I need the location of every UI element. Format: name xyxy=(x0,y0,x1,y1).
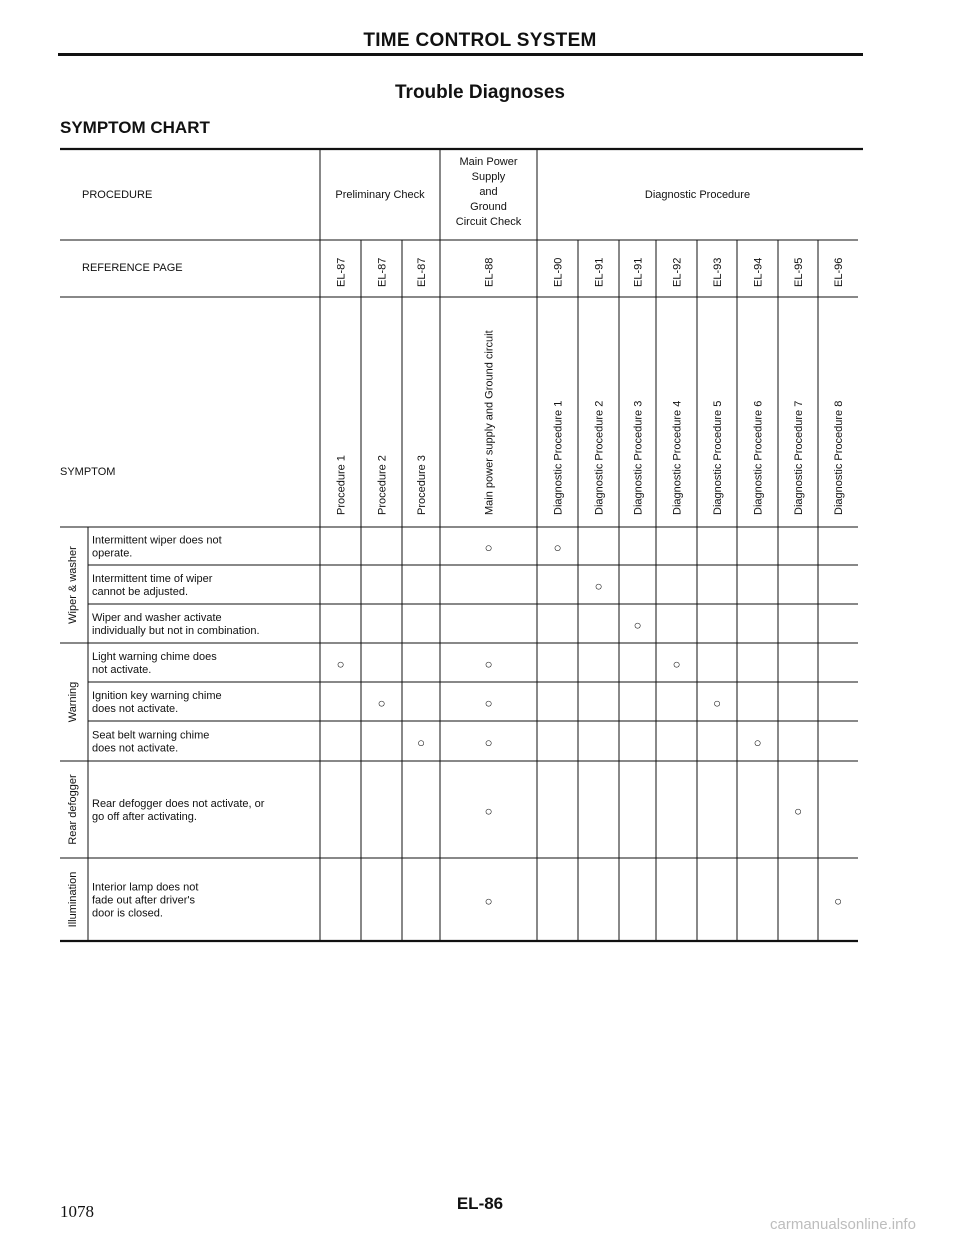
reference-page-12: EL-96 xyxy=(833,257,845,287)
symptom-description: door is closed. xyxy=(92,907,163,920)
procedure-column-8: Diagnostic Procedure 4 xyxy=(671,400,684,515)
procedure-column-2: Procedure 2 xyxy=(376,455,389,515)
applicable-check-mark: ○ xyxy=(753,735,762,750)
reference-page-3: EL-87 xyxy=(416,257,428,287)
procedure-column-3: Procedure 3 xyxy=(416,455,428,515)
applicable-check-mark: ○ xyxy=(834,893,842,909)
reference-page-11: EL-95 xyxy=(793,257,805,287)
symptom-description: Intermittent wiper does not xyxy=(92,534,222,547)
applicable-check-mark: ○ xyxy=(417,735,425,750)
procedure-column-6: Diagnostic Procedure 2 xyxy=(593,400,606,515)
symptom-description: operate. xyxy=(92,547,133,560)
applicable-check-mark: ○ xyxy=(484,803,493,819)
symptom-description: fade out after driver's xyxy=(92,894,195,907)
main-power-header-line: Main Power xyxy=(459,156,518,168)
applicable-check-mark: ○ xyxy=(633,617,642,633)
procedure-column-12: Diagnostic Procedure 8 xyxy=(833,400,845,515)
procedure-column-5: Diagnostic Procedure 1 xyxy=(552,400,565,515)
reference-page-4: EL-88 xyxy=(483,257,496,287)
symptom-description: Intermittent time of wiper xyxy=(92,573,213,585)
section-title: Trouble Diagnoses xyxy=(395,82,565,103)
main-power-header-line: and xyxy=(479,186,498,198)
symptom-description: not activate. xyxy=(92,664,152,676)
applicable-check-mark: ○ xyxy=(484,735,493,750)
reference-page-7: EL-91 xyxy=(632,257,645,287)
reference-page-9: EL-93 xyxy=(712,257,724,287)
symptom-description: Ignition key warning chime xyxy=(92,690,222,702)
procedure-column-10: Diagnostic Procedure 6 xyxy=(752,400,765,515)
applicable-check-mark: ○ xyxy=(713,695,721,711)
symptom-description: go off after activating. xyxy=(92,811,197,823)
applicable-check-mark: ○ xyxy=(484,540,493,555)
reference-page-label: REFERENCE PAGE xyxy=(82,262,183,274)
reference-page-1: EL-87 xyxy=(335,257,348,287)
page-number: 1078 xyxy=(60,1202,94,1221)
watermark: carmanualsonline.info xyxy=(770,1216,916,1233)
applicable-check-mark: ○ xyxy=(672,656,681,672)
page-header-title: TIME CONTROL SYSTEM xyxy=(363,30,597,51)
procedure-column-1: Procedure 1 xyxy=(335,455,348,515)
applicable-check-mark: ○ xyxy=(484,656,493,672)
reference-page-10: EL-94 xyxy=(752,257,765,287)
procedure-label: PROCEDURE xyxy=(82,189,153,201)
applicable-check-mark: ○ xyxy=(594,578,603,594)
symptom-description: Interior lamp does not xyxy=(92,881,199,894)
reference-page-6: EL-91 xyxy=(593,257,606,287)
symptom-description: Seat belt warning chime xyxy=(92,729,210,742)
main-power-header-line: Supply xyxy=(471,171,506,183)
diagnostic-procedure-header: Diagnostic Procedure xyxy=(644,189,751,201)
symptom-description: Wiper and washer activate xyxy=(92,612,222,624)
symptom-description: cannot be adjusted. xyxy=(92,586,189,598)
procedure-column-11: Diagnostic Procedure 7 xyxy=(793,400,805,515)
table-text xyxy=(60,156,845,927)
symptom-group-label: Warning xyxy=(67,681,79,723)
symptom-group-label: Rear defogger xyxy=(67,774,79,845)
applicable-check-mark: ○ xyxy=(377,695,386,711)
page-code: EL-86 xyxy=(456,1194,504,1213)
procedure-column-9: Diagnostic Procedure 5 xyxy=(712,400,724,515)
applicable-check-mark: ○ xyxy=(484,695,493,711)
symptom-description: does not activate. xyxy=(92,703,179,715)
procedure-column-7: Diagnostic Procedure 3 xyxy=(632,400,645,515)
symptom-description: individually but not in combination. xyxy=(92,625,260,637)
preliminary-check-header: Preliminary Check xyxy=(335,189,425,201)
applicable-check-mark: ○ xyxy=(553,540,562,555)
chart-title: SYMPTOM CHART xyxy=(60,118,210,137)
symptom-description: Rear defogger does not activate, or xyxy=(92,798,265,810)
reference-page-5: EL-90 xyxy=(552,257,565,287)
symptom-label: SYMPTOM xyxy=(60,466,116,478)
main-power-header-line: Ground xyxy=(470,201,507,213)
symptom-description: does not activate. xyxy=(92,742,179,755)
procedure-column-4: Main power supply and Ground circuit xyxy=(483,330,496,515)
symptom-group-label: Wiper & washer xyxy=(67,546,79,624)
applicable-check-mark: ○ xyxy=(336,656,345,672)
reference-page-8: EL-92 xyxy=(671,257,684,287)
symptom-group-label: Illumination xyxy=(67,871,79,928)
applicable-check-mark: ○ xyxy=(484,893,493,909)
reference-page-2: EL-87 xyxy=(376,257,389,287)
symptom-description: Light warning chime does xyxy=(92,651,217,663)
applicable-check-mark: ○ xyxy=(794,803,802,819)
main-power-header-line: Circuit Check xyxy=(455,216,522,228)
